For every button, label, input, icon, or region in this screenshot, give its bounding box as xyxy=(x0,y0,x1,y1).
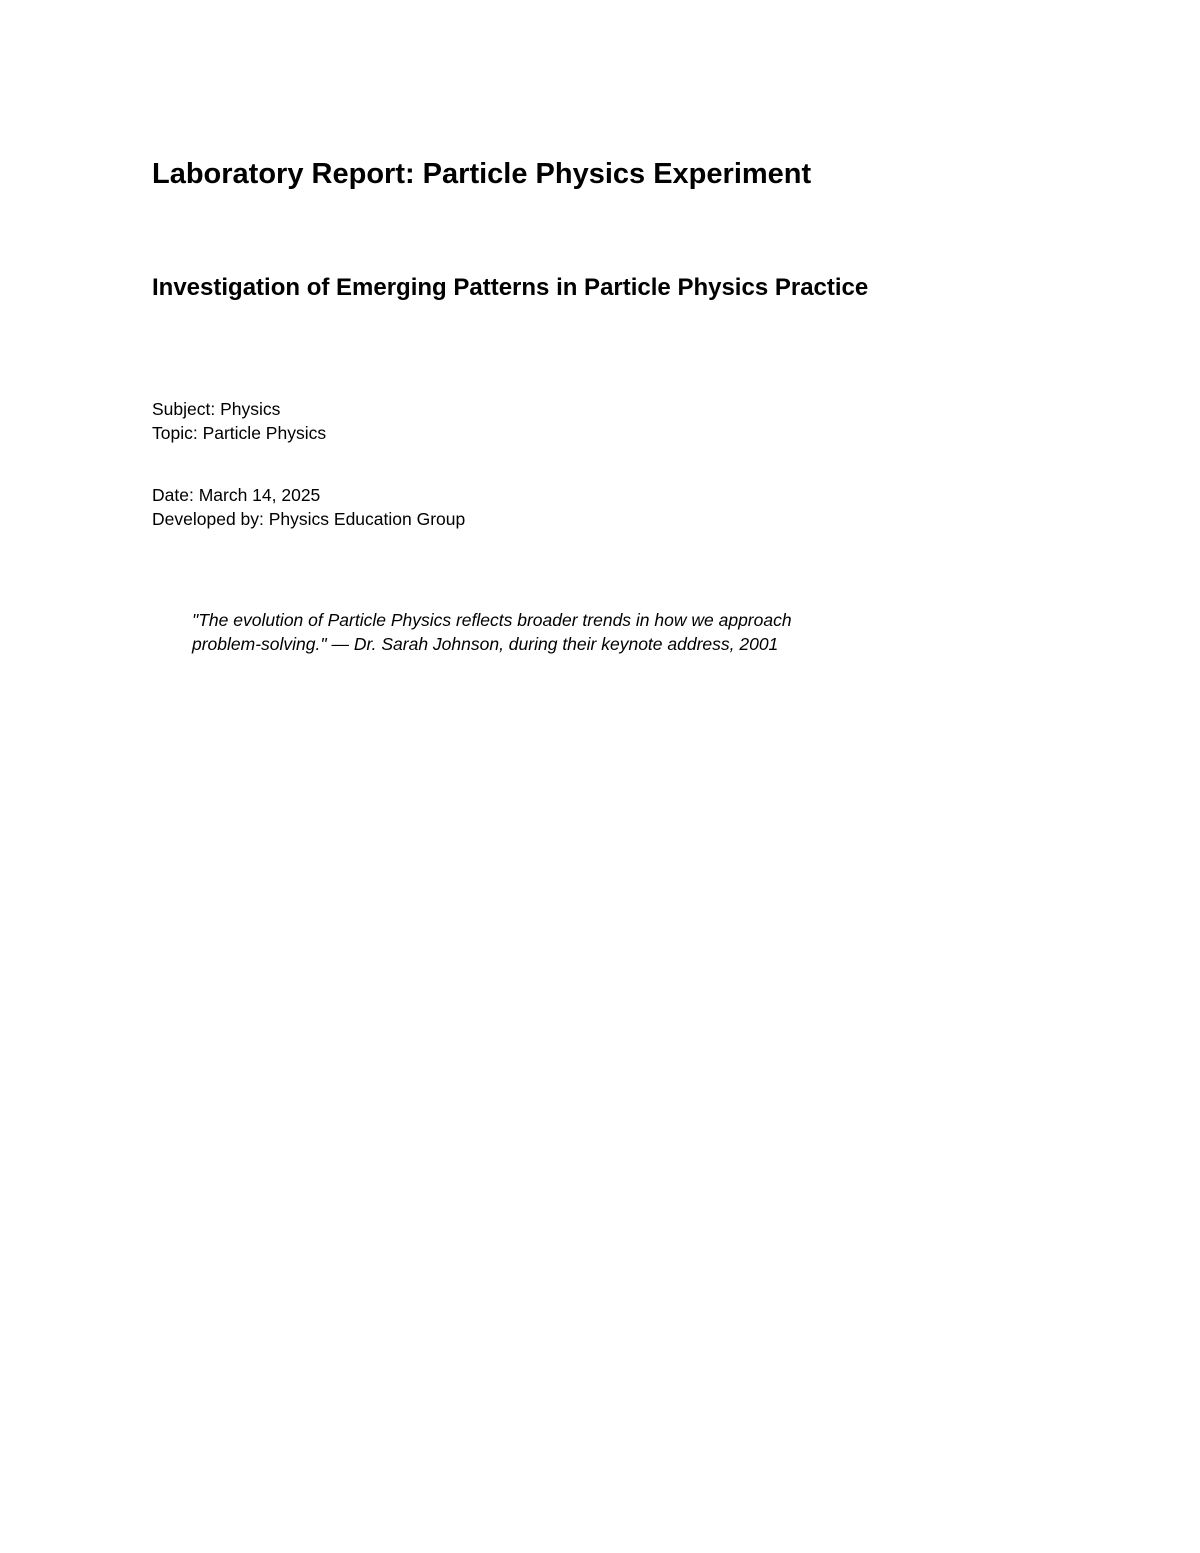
quote-line-1: "The evolution of Particle Physics reflects broader trends in how we approach xyxy=(192,610,792,630)
subject-line: Subject: Physics xyxy=(152,399,281,419)
report-title: Laboratory Report: Particle Physics Experiment xyxy=(152,158,812,190)
report-subtitle: Investigation of Emerging Patterns in Particle Physics Practice xyxy=(152,274,869,301)
developed-by-line: Developed by: Physics Education Group xyxy=(152,509,466,529)
topic-line: Topic: Particle Physics xyxy=(152,423,327,443)
subject-topic-block xyxy=(152,397,326,445)
date-author-block xyxy=(152,483,465,531)
epigraph-quote xyxy=(192,608,912,656)
date-line: Date: March 14, 2025 xyxy=(152,485,321,505)
quote-line-2: problem-solving." — Dr. Sarah Johnson, during their keynote address, 2001 xyxy=(192,634,779,654)
